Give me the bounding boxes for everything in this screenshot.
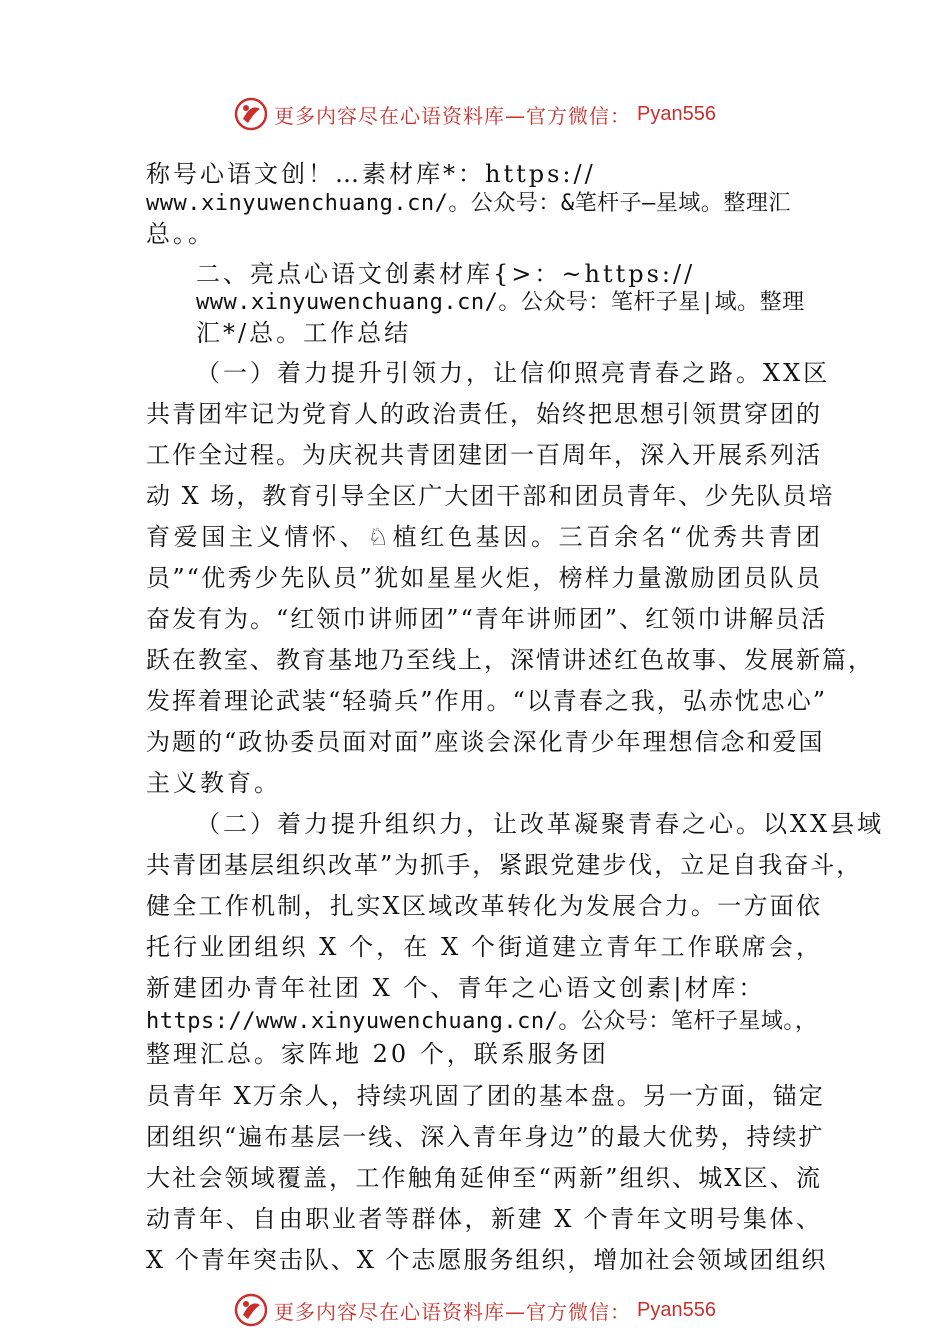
text-line: 整理汇总。家阵地 20 个，联系服务团	[146, 1040, 609, 1068]
wechat-id: Pyan556	[637, 1298, 716, 1321]
text-line: 发挥着理论武装“轻骑兵”作用。“以青春之我，弘赤忱忠心”	[146, 687, 828, 715]
text-line: 称号心语文创！…素材库*：https://	[146, 160, 596, 188]
text-line: 总。。	[146, 220, 215, 248]
wechat-id: Pyan556	[637, 102, 716, 125]
text-line: 奋发有为。“红领巾讲师团”“青年讲师团”、红领巾讲解员活	[146, 605, 828, 633]
text-line: 共青团基层组织改革”为抓手，紧跟党建步伐，立足自我奋斗，	[146, 851, 863, 879]
text-line: 员青年 X万余人，持续巩固了团的基本盘。另一方面，锚定	[146, 1082, 825, 1110]
text-line: 动青年、自由职业者等群体，新建 X 个青年文明号集体、	[146, 1205, 822, 1233]
text-line: （一）着力提升引领力，让信仰照亮青春之路。XX区	[196, 359, 831, 387]
text-line: www.xinyuwenchuang.cn/。公众号：笔杆子星|域。整理	[196, 290, 805, 315]
text-line: 跃在教室、教育基地乃至线上，深情讲述红色故事、发展新篇，	[146, 646, 874, 674]
text-line: 共青团牢记为党育人的政治责任，始终把思想引领贯穿团的	[146, 400, 822, 428]
text-line: https://www.xinyuwenchuang.cn/。公众号：笔杆子星域。，	[146, 1009, 818, 1034]
banner-text: 更多内容尽在心语资料库—官方微信：	[274, 103, 632, 128]
text-line: （二）着力提升组织力，让改革凝聚青春之心。以XX县域	[196, 810, 885, 838]
footer-banner	[0, 1292, 950, 1328]
text-line: 团组织“遍布基层一线、深入青年身边”的最大优势，持续扩	[146, 1123, 825, 1151]
xinyu-logo-icon	[234, 1293, 268, 1327]
text-line: 动 X 场，教育引导全区广大团干部和团员青年、少先队员培	[146, 482, 835, 510]
banner-text: 更多内容尽在心语资料库—官方微信：	[274, 1299, 632, 1324]
header-banner	[0, 96, 950, 132]
text-line: 主义教育。	[146, 769, 281, 797]
text-line: 新建团办青年社团 X 个、青年之心语文创素|材库：	[146, 974, 766, 1002]
text-line: 二、亮点心语文创素材库{>：~https://	[196, 260, 696, 288]
text-line: X 个青年突击队、X 个志愿服务组织，增加社会领域团组织	[146, 1246, 828, 1274]
text-line: www.xinyuwenchuang.cn/。公众号：&笔杆子—星域。整理汇	[146, 191, 791, 216]
text-line: 健全工作机制，扎实X区域改革转化为发展合力。一方面依	[146, 892, 822, 920]
text-line: 为题的“政协委员面对面”座谈会深化青少年理想信念和爱国	[146, 728, 825, 756]
text-line: 大社会领域覆盖，工作触角延伸至“两新”组织、城X区、流	[146, 1164, 822, 1192]
text-line: 工作全过程。为庆祝共青团建团一百周年，深入开展系列活	[146, 441, 822, 469]
text-line: 员”“优秀少先队员”犹如星星火炬，榜样力量激励团员队员	[146, 564, 822, 592]
text-line: 汇*/总。工作总结	[196, 319, 412, 347]
text-line: 托行业团组织 X 个，在 X 个街道建立青年工作联席会，	[146, 933, 822, 961]
xinyu-logo-icon	[234, 97, 268, 131]
text-line: 育爱国主义情怀、♘植红色基因。三百余名“优秀共青团	[146, 523, 822, 551]
